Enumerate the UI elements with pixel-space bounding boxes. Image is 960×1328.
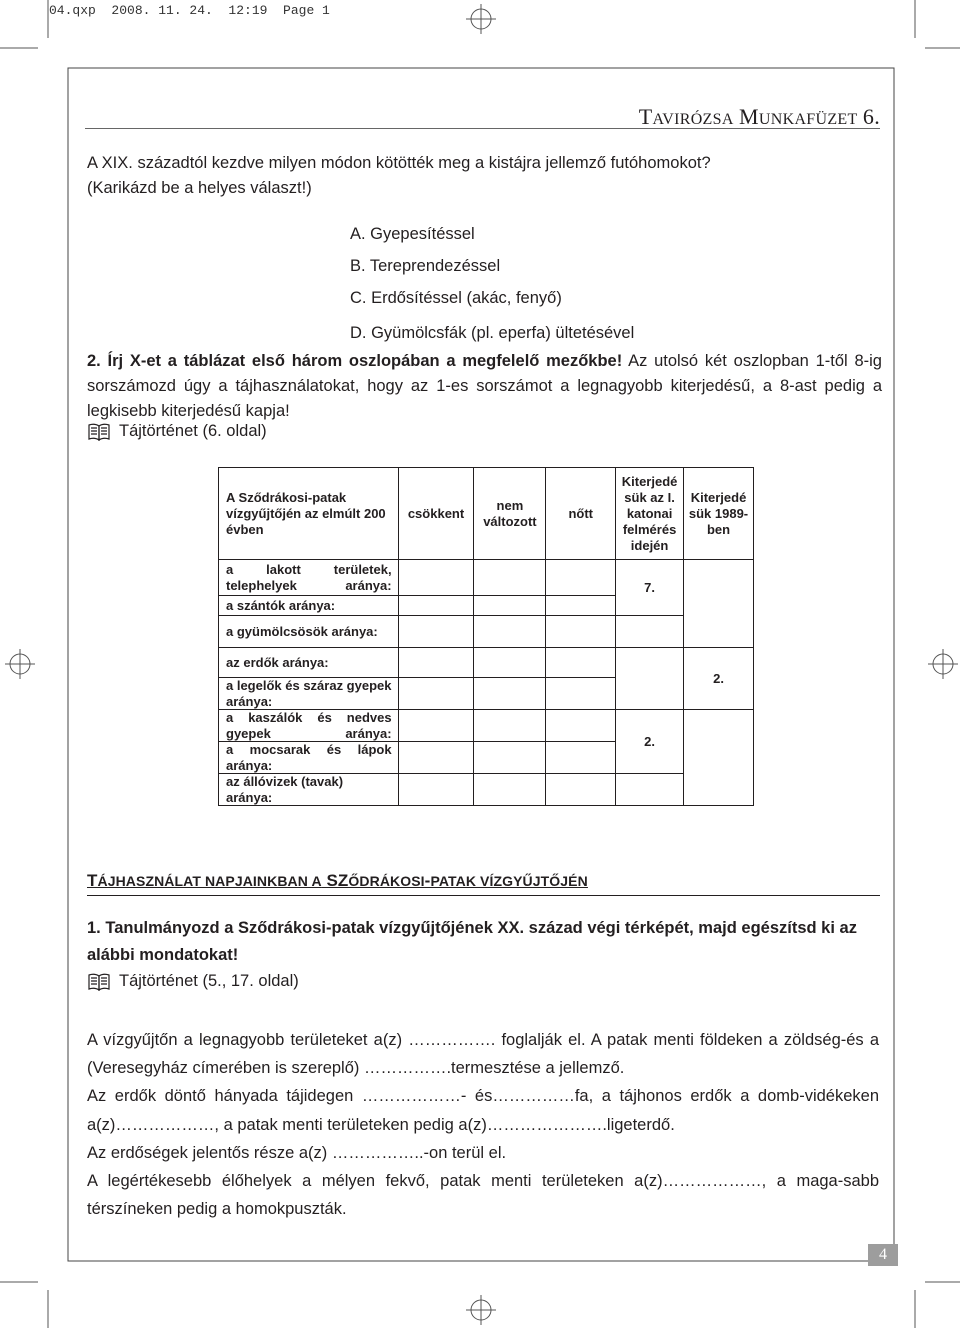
answer-cell[interactable] <box>398 616 474 648</box>
header-military-survey: Kiterjedé sük az I. katonai felmérés idején <box>616 468 684 560</box>
answer-cell[interactable] <box>616 616 684 648</box>
land-use-table <box>218 467 754 806</box>
section-title: TÁJHASZNÁLAT NAPJAINKBAN A SZŐDRÁKOSI-PATAK VÍZGYŰJTŐJÉN <box>87 871 880 896</box>
header-unchanged: nem változott <box>474 468 546 560</box>
reference-2-text: Tájtörténet (5., 17. oldal) <box>119 972 299 990</box>
answer-cell[interactable] <box>398 678 474 710</box>
table-row <box>219 710 754 742</box>
answer-cell[interactable] <box>474 678 546 710</box>
option-c[interactable]: C. Erdősítéssel (akác, fenyő) <box>350 289 562 307</box>
fill-in-sentence[interactable]: Az erdők döntő hányada tájidegen ………………- és……………fa, a tájhonos erdők a domb-vidékeken a(z)………………, a patak menti területeken pedig a(z)………………….ligeterdő. <box>87 1087 879 1134</box>
header-rule <box>85 128 880 129</box>
reference-1 <box>87 422 267 441</box>
answer-cell[interactable] <box>398 560 474 596</box>
question-1-line1: A XIX. századtól kezdve milyen módon kötötték meg a kistájra jellemző futóhomokot? <box>87 154 711 172</box>
table-row <box>219 648 754 678</box>
answer-cell[interactable] <box>474 560 546 596</box>
answer-cell[interactable] <box>684 560 754 648</box>
task-1: 1. Tanulmányozd a Sződrákosi-patak vízgyűjtőjének XX. század végi térképét, majd egészítsd ki az alábbi mondatokat! <box>87 919 857 964</box>
table-header-row <box>219 468 754 560</box>
option-a[interactable]: A. Gyepesítéssel <box>350 225 475 243</box>
answer-cell[interactable] <box>546 648 616 678</box>
answer-cell[interactable] <box>474 596 546 616</box>
answer-cell[interactable] <box>398 596 474 616</box>
question-2-instruction: 2. Írj X-et a táblázat első három oszlopában a megfelelő mezőkbe! <box>87 352 623 370</box>
answer-cell[interactable] <box>546 560 616 596</box>
running-head: TAVIRÓZSA MUNKAFÜZET 6. <box>638 104 880 129</box>
row-label: a szántók aránya: <box>219 596 399 616</box>
table-row <box>219 616 754 648</box>
open-book-icon <box>87 973 111 991</box>
answer-cell[interactable] <box>474 742 546 774</box>
reference-2 <box>87 972 299 991</box>
answer-cell[interactable] <box>474 774 546 806</box>
answer-cell[interactable] <box>616 648 684 710</box>
answer-cell[interactable] <box>546 596 616 616</box>
fill-in-sentence[interactable]: A legértékesebb élőhelyek a mélyen fekvő, patak menti területeken a(z)………………, a maga-sabb térszíneken pedig a homokpuszták. <box>87 1172 879 1219</box>
answer-cell[interactable]: 2. <box>684 648 754 710</box>
answer-cell[interactable] <box>546 774 616 806</box>
row-label: az állóvizek (tavak) aránya: <box>219 774 399 806</box>
answer-cell[interactable] <box>474 648 546 678</box>
answer-cell[interactable] <box>398 742 474 774</box>
print-slug: 04.qxp 2008. 11. 24. 12:19 Page 1 <box>49 3 330 18</box>
question-1-line2: (Karikázd be a helyes választ!) <box>87 179 312 197</box>
header-increased: nőtt <box>546 468 616 560</box>
row-label: a kaszálók és nedves gyepek aránya: <box>219 710 399 742</box>
header-decreased: csökkent <box>398 468 474 560</box>
header-main: A Sződrákosi-patak vízgyűjtőjén az elmúlt 200 évben <box>219 468 399 560</box>
page-number: 4 <box>868 1244 898 1266</box>
option-d[interactable]: D. Gyümölcsfák (pl. eperfa) ültetésével <box>350 324 635 342</box>
fill-in-sentence[interactable]: A vízgyűjtőn a legnagyobb területeket a(z) ……………. foglalják el. A patak menti földeken a zöldség-és a (Veresegyház címerében is szereplő) …………….termesztése a jellemző. <box>87 1031 879 1078</box>
row-label: a lakott területek, telephelyek aránya: <box>219 560 399 596</box>
answer-cell[interactable] <box>546 742 616 774</box>
fill-in-paragraph <box>87 1026 879 1223</box>
answer-cell[interactable] <box>546 710 616 742</box>
answer-cell[interactable] <box>616 774 684 806</box>
question-2 <box>87 349 882 424</box>
answer-cell[interactable]: 2. <box>616 710 684 774</box>
option-b[interactable]: B. Tereprendezéssel <box>350 257 501 275</box>
row-label: a mocsarak és lápok aránya: <box>219 742 399 774</box>
answer-cell[interactable]: 7. <box>616 560 684 616</box>
answer-options <box>350 218 634 349</box>
header-1989: Kiterjedé sük 1989-ben <box>684 468 754 560</box>
answer-cell[interactable] <box>684 710 754 806</box>
answer-cell[interactable] <box>398 710 474 742</box>
open-book-icon <box>87 423 111 441</box>
row-label: az erdők aránya: <box>219 648 399 678</box>
answer-cell[interactable] <box>546 678 616 710</box>
answer-cell[interactable] <box>474 616 546 648</box>
table-row <box>219 774 754 806</box>
answer-cell[interactable] <box>398 774 474 806</box>
answer-cell[interactable] <box>398 648 474 678</box>
fill-in-sentence[interactable]: Az erdőségek jelentős része a(z) ……………..-on terül el. <box>87 1143 507 1162</box>
answer-cell[interactable] <box>474 710 546 742</box>
question-1 <box>87 151 887 201</box>
answer-cell[interactable] <box>546 616 616 648</box>
row-label: a gyümölcsösök aránya: <box>219 616 399 648</box>
reference-1-text: Tájtörténet (6. oldal) <box>119 422 267 440</box>
table-row <box>219 560 754 596</box>
question-2-text: Az utolsó két oszlopban 1-től 8-ig sorszámozd úgy a tájhasználatokat, hogy az 1-es sorszámot a legnagyobb kiterjedésű, a 8-ast pedig a legkisebb kiterjedésű kapja! <box>87 352 882 420</box>
row-label: a legelők és száraz gyepek aránya: <box>219 678 399 710</box>
